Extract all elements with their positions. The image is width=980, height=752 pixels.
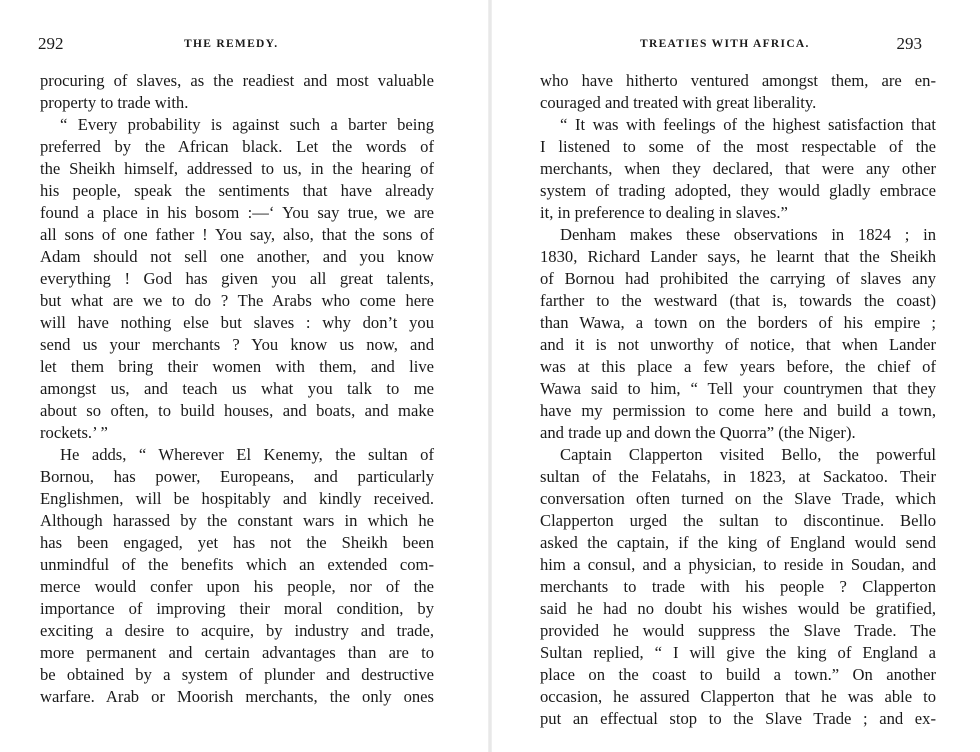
text-line: of Bornou had prohibited the carrying of slaves any <box>540 269 936 288</box>
text-line: asked the captain, if the king of England would send <box>540 533 936 552</box>
text-line: the Sheikh himself, addressed to us, in the hearing of <box>40 159 434 178</box>
text-line: more permanent and certain advantages than are to <box>40 643 434 662</box>
right-page-number: 293 <box>896 34 922 53</box>
text-line: said he had no doubt his wishes would be gratified, <box>540 599 936 618</box>
left-running-title: THE REMEDY. <box>184 38 279 50</box>
text-line: property to trade with. <box>40 93 189 112</box>
text-line: He adds, “ Wherever El Kenemy, the sultan of <box>60 445 434 464</box>
text-line: conversation often turned on the Slave Trade, which <box>540 489 936 508</box>
text-line: Sultan replied, “ I will give the king of England a <box>540 643 936 662</box>
text-line: “ It was with feelings of the highest satisfaction that <box>560 115 936 134</box>
text-line: warfare. Arab or Moorish merchants, the only ones <box>40 687 434 706</box>
text-line: farther to the westward (that is, towards the coast) <box>540 291 936 310</box>
right-running-title: TREATIES WITH AFRICA. <box>640 38 810 50</box>
text-line: system of trading adopted, they would gladly embrace <box>540 181 936 200</box>
text-line: found a place in his bosom :—‘ You say true, we are <box>40 203 434 222</box>
text-line: send us your merchants ? You know us now, and <box>40 335 434 354</box>
text-line: I listened to some of the most respectable of the <box>540 137 936 156</box>
text-line: let them bring their women with them, and live <box>40 357 434 376</box>
text-line: merchants, when they declared, that were any other <box>540 159 936 178</box>
text-line: occasion, he assured Clapperton that he was able to <box>540 687 936 706</box>
text-line: and trade up and down the Quorra” (the Niger). <box>540 423 856 442</box>
text-line: all sons of one father ! You say, also, that the sons of <box>40 225 434 244</box>
text-line: his people, speak the sentiments that have already <box>40 181 434 200</box>
text-line: merce would confer upon his people, nor of the <box>40 577 434 596</box>
text-line: Bornou, has power, Europeans, and particularly <box>40 467 434 486</box>
text-line: him a consul, and a physician, to reside in Soudan, and <box>540 555 936 574</box>
text-line: who have hitherto ventured amongst them, are en- <box>540 71 936 90</box>
text-line: about so often, to build houses, and boats, and make <box>40 401 434 420</box>
text-line: Adam should not sell one another, and you know <box>40 247 434 266</box>
text-line: unmindful of the benefits which an extended com- <box>40 555 434 574</box>
text-line: Denham makes these observations in 1824 ; in <box>560 225 936 244</box>
text-line: has been engaged, yet has not the Sheikh been <box>40 533 434 552</box>
text-line: rockets.’ ” <box>40 423 108 442</box>
text-line: couraged and treated with great liberality. <box>540 93 817 112</box>
text-line: sultan of the Felatahs, in 1823, at Sackatoo. Their <box>540 467 936 486</box>
text-line: Wawa said to him, “ Tell your countrymen that they <box>540 379 936 398</box>
left-page-text <box>40 70 434 708</box>
left-page-number: 292 <box>38 34 64 53</box>
text-line: it, in preference to dealing in slaves.” <box>540 203 788 222</box>
text-line: merchants to trade with his people ? Clapperton <box>540 577 936 596</box>
text-line: Clapperton urged the sultan to discontinue. Bello <box>540 511 936 530</box>
right-page <box>490 0 980 752</box>
text-line: Englishmen, will be hospitably and kindly received. <box>40 489 434 508</box>
text-line: exciting a desire to acquire, by industry and trade, <box>40 621 434 640</box>
text-line: have my permission to come here and build a town, <box>540 401 936 420</box>
text-line: importance of improving their moral condition, by <box>40 599 434 618</box>
text-line: than Wawa, a town on the borders of his empire ; <box>540 313 936 332</box>
text-line: will have nothing else but slaves : why don’t you <box>40 313 434 332</box>
text-line: and it is not unworthy of notice, that when Lander <box>540 335 936 354</box>
text-line: 1830, Richard Lander says, he learnt that the Sheikh <box>540 247 936 266</box>
text-line: procuring of slaves, as the readiest and most valuable <box>40 71 434 90</box>
text-line: provided he would suppress the Slave Trade. The <box>540 621 936 640</box>
text-line: place on the coast to build a town.” On another <box>540 665 936 684</box>
text-line: be obtained by a system of plunder and destructive <box>40 665 434 684</box>
left-running-head <box>0 34 490 56</box>
text-line: Captain Clapperton visited Bello, the powerful <box>560 445 936 464</box>
right-running-head <box>490 34 980 56</box>
text-line: preferred by the African black. Let the words of <box>40 137 434 156</box>
text-line: put an effectual stop to the Slave Trade ; and ex- <box>540 709 936 728</box>
text-line: amongst us, and teach us what you talk to me <box>40 379 434 398</box>
text-line: but what are we to do ? The Arabs who come here <box>40 291 434 310</box>
text-line: was at this place a few years before, the chief of <box>540 357 936 376</box>
text-line: everything ! God has given you all great talents, <box>40 269 434 288</box>
text-line: “ Every probability is against such a barter being <box>60 115 434 134</box>
text-line: Although harassed by the constant wars in which he <box>40 511 434 530</box>
right-page-text <box>540 70 936 730</box>
